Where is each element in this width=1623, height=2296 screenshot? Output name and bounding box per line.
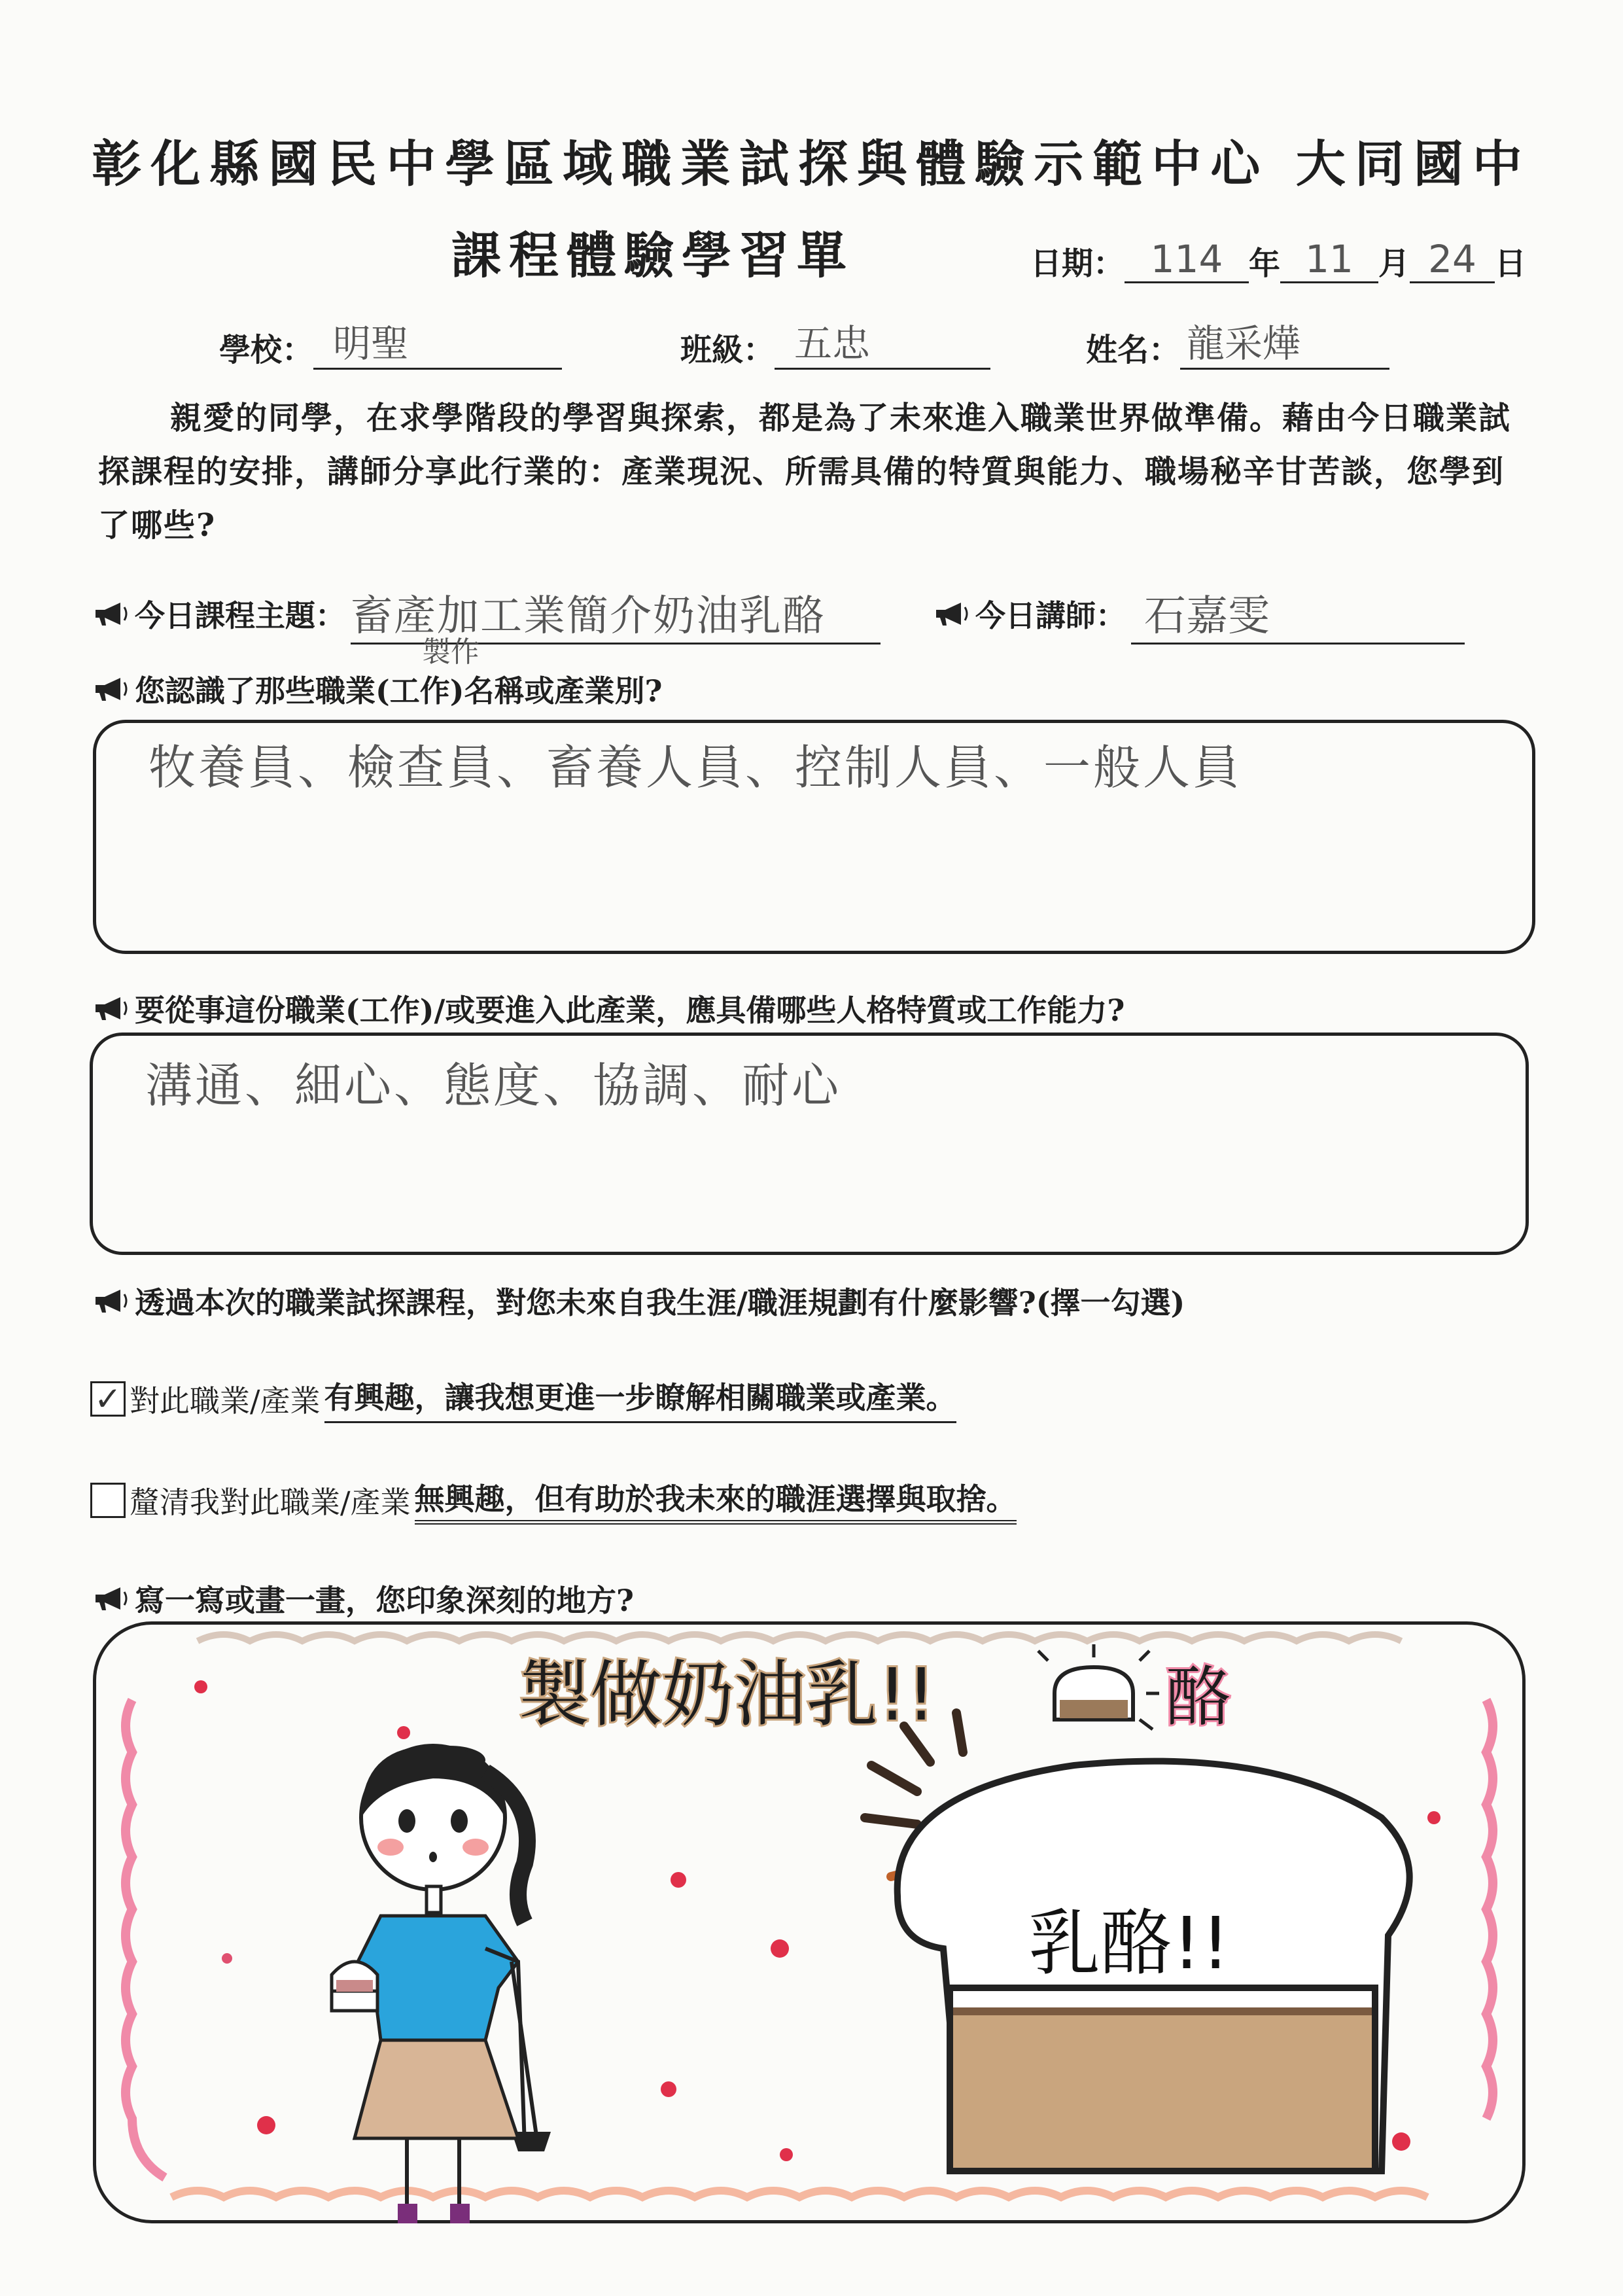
drawing-question-label: 寫一寫或畫一畫，您印象深刻的地方? <box>135 1583 634 1618</box>
peach-border-bottom <box>171 2191 1427 2197</box>
date-month-value: 11 <box>1280 237 1378 283</box>
name-label: 姓名： <box>1086 332 1181 368</box>
question-1 <box>92 667 662 711</box>
interested-prefix: 對此職業/產業 <box>130 1383 321 1419</box>
teacher-label: 今日講師： <box>975 597 1126 633</box>
date-year-value: 114 <box>1125 237 1249 283</box>
cheese-label: 乳酪!! <box>1028 1901 1230 1985</box>
course-topic-row <box>92 582 881 645</box>
impact-option-not-interested <box>90 1475 1017 1525</box>
school-label: 學校： <box>219 332 314 368</box>
date-label: 日期： <box>1030 245 1125 282</box>
not-interested-prefix: 釐清我對此職業/產業 <box>130 1484 411 1520</box>
megaphone-icon <box>92 995 130 1021</box>
red-dot <box>771 1939 789 1958</box>
date-line <box>1030 237 1526 283</box>
pink-border-right <box>1486 1700 1493 2119</box>
cheese-drawing <box>898 1761 1410 2171</box>
not-interested-text: 無興趣，但有助於我未來的職涯選擇與取捨。 <box>415 1475 1017 1525</box>
answer-1-text: 牧養員、檢查員、畜養人員、控制人員、一般人員 <box>148 740 1243 795</box>
course-teacher-row <box>932 582 1465 645</box>
drawing-heading: 製做奶油乳!! <box>518 1653 936 1737</box>
red-dot <box>661 2081 676 2097</box>
question-2-label: 要從事這份職業(工作)/或要進入此產業，應具備哪些人格特質或工作能力? <box>135 993 1125 1028</box>
drawing-heading-end: 酪 <box>1166 1659 1231 1735</box>
megaphone-icon <box>92 1585 130 1612</box>
red-dot <box>671 1872 686 1888</box>
student-drawing <box>93 1621 1526 2223</box>
date-day-value: 24 <box>1410 237 1495 283</box>
class-field <box>680 313 990 370</box>
red-dot <box>397 1726 410 1739</box>
page-subtitle: 課程體驗學習單 <box>451 226 854 285</box>
date-month-label: 月 <box>1378 245 1410 282</box>
megaphone-icon <box>932 601 970 627</box>
red-dot <box>222 1953 232 1964</box>
answer-box-2 <box>90 1033 1529 1255</box>
question-2 <box>92 987 1125 1030</box>
top-border <box>198 1634 1401 1641</box>
date-day-label: 日 <box>1495 245 1527 282</box>
megaphone-icon <box>92 601 130 627</box>
red-dot <box>1392 2132 1410 2151</box>
school-value: 明聖 <box>313 313 562 370</box>
megaphone-icon <box>92 1288 130 1314</box>
class-label: 班級： <box>680 332 775 368</box>
red-dot <box>257 2116 275 2134</box>
interested-text: 有興趣，讓我想更進一步瞭解相關職業或產業。 <box>324 1374 956 1423</box>
answer-2-text: 溝通、細心、態度、協調、耐心 <box>145 1058 842 1113</box>
page-title: 彰化縣國民中學區域職業試探與體驗示範中心 大同國中 <box>92 135 1531 193</box>
red-dot <box>780 2148 793 2161</box>
not-interested-checkbox[interactable] <box>90 1483 126 1518</box>
pink-border-left <box>126 1700 165 2178</box>
intro-paragraph: 親愛的同學，在求學階段的學習與探索，都是為了未來進入職業世界做準備。藉由今日職業試探課程的安排，講師分享此行業的：產業現況、所需具備的特質與能力、職場秘辛甘苦談，您學到了哪些? <box>98 400 1512 544</box>
teacher-value: 石嘉雯 <box>1131 582 1465 645</box>
name-value: 龍采燁 <box>1180 313 1389 370</box>
topic-value: 畜產加工業簡介奶油乳酪 <box>351 582 881 645</box>
drawing-question <box>92 1577 634 1620</box>
megaphone-icon <box>92 676 130 702</box>
cheese-icon-small <box>1038 1644 1159 1729</box>
school-field <box>219 313 562 370</box>
topic-label: 今日課程主題： <box>135 597 345 633</box>
impact-question <box>92 1279 1185 1322</box>
impact-question-label: 透過本次的職業試探課程，對您未來自我生涯/職涯規劃有什麼影響?(擇一勾選) <box>135 1285 1185 1320</box>
class-value: 五忠 <box>775 313 990 370</box>
answer-box-1 <box>93 720 1535 954</box>
red-dot <box>194 1680 207 1693</box>
interested-checkbox[interactable]: ✓ <box>90 1381 126 1417</box>
date-year-label: 年 <box>1249 245 1281 282</box>
topic-note: 製作 <box>422 635 480 669</box>
red-dot <box>1427 1811 1440 1824</box>
name-field <box>1086 313 1389 370</box>
question-1-label: 您認識了那些職業(工作)名稱或產業別? <box>135 673 663 709</box>
impact-option-interested <box>90 1374 956 1423</box>
girl-figure <box>332 1746 551 2223</box>
